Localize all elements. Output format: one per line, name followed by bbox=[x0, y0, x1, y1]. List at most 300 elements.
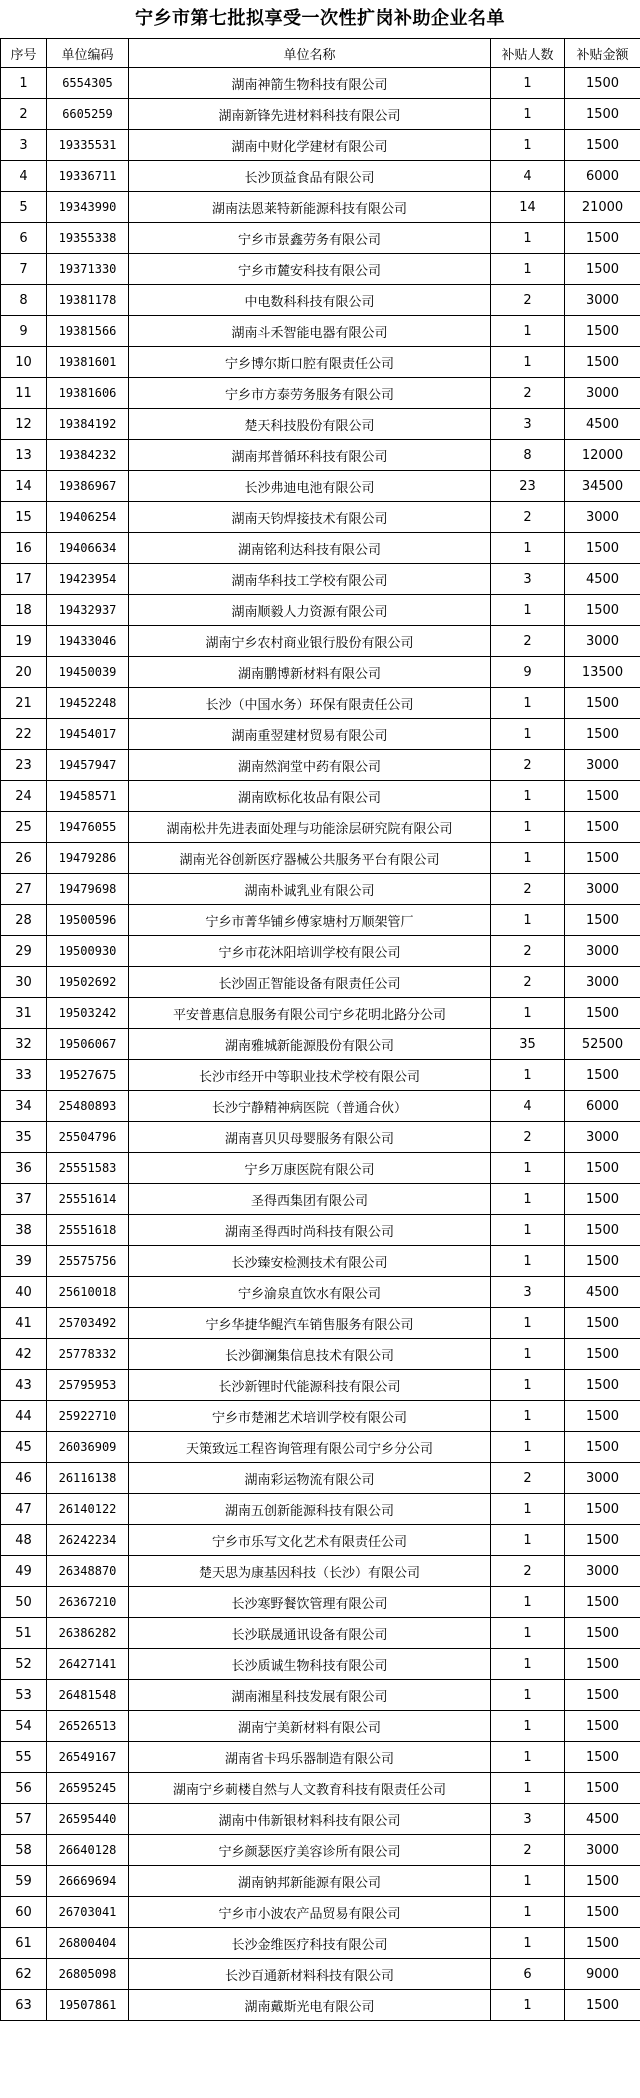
cell-subsidy-amount: 4500 bbox=[565, 564, 640, 595]
cell-unit-name: 宁乡市楚湘艺术培训学校有限公司 bbox=[129, 1401, 491, 1432]
cell-unit-code: 19507861 bbox=[47, 1990, 129, 2021]
cell-unit-code: 25504796 bbox=[47, 1122, 129, 1153]
cell-subsidy-amount: 9000 bbox=[565, 1959, 640, 1990]
table-row bbox=[1, 347, 640, 378]
table-row bbox=[1, 1308, 640, 1339]
cell-subsidy-count: 1 bbox=[491, 1773, 565, 1804]
cell-subsidy-amount: 1500 bbox=[565, 1680, 640, 1711]
cell-index: 38 bbox=[1, 1215, 47, 1246]
table-row bbox=[1, 905, 640, 936]
cell-index: 11 bbox=[1, 378, 47, 409]
cell-subsidy-count: 1 bbox=[491, 130, 565, 161]
cell-unit-code: 19355338 bbox=[47, 223, 129, 254]
cell-unit-name: 湖南喜贝贝母婴服务有限公司 bbox=[129, 1122, 491, 1153]
cell-unit-name: 湖南法恩莱特新能源科技有限公司 bbox=[129, 192, 491, 223]
cell-index: 10 bbox=[1, 347, 47, 378]
cell-subsidy-amount: 1500 bbox=[565, 1432, 640, 1463]
cell-subsidy-amount: 1500 bbox=[565, 812, 640, 843]
cell-subsidy-amount: 3000 bbox=[565, 750, 640, 781]
cell-subsidy-amount: 1500 bbox=[565, 595, 640, 626]
cell-unit-code: 26367210 bbox=[47, 1587, 129, 1618]
cell-subsidy-count: 2 bbox=[491, 378, 565, 409]
cell-subsidy-amount: 1500 bbox=[565, 1339, 640, 1370]
cell-subsidy-amount: 3000 bbox=[565, 1122, 640, 1153]
cell-subsidy-count: 1 bbox=[491, 905, 565, 936]
cell-subsidy-count: 1 bbox=[491, 1897, 565, 1928]
cell-unit-code: 25480893 bbox=[47, 1091, 129, 1122]
cell-unit-name: 湖南然润堂中药有限公司 bbox=[129, 750, 491, 781]
cell-unit-code: 19479286 bbox=[47, 843, 129, 874]
cell-subsidy-amount: 1500 bbox=[565, 1773, 640, 1804]
cell-index: 63 bbox=[1, 1990, 47, 2021]
cell-subsidy-count: 1 bbox=[491, 1928, 565, 1959]
header-index: 序号 bbox=[1, 39, 47, 68]
cell-unit-name: 长沙御澜集信息技术有限公司 bbox=[129, 1339, 491, 1370]
cell-unit-code: 26348870 bbox=[47, 1556, 129, 1587]
cell-unit-code: 26549167 bbox=[47, 1742, 129, 1773]
table-row bbox=[1, 533, 640, 564]
cell-subsidy-count: 1 bbox=[491, 1742, 565, 1773]
cell-subsidy-count: 1 bbox=[491, 1339, 565, 1370]
cell-unit-code: 25575756 bbox=[47, 1246, 129, 1277]
cell-subsidy-count: 1 bbox=[491, 1370, 565, 1401]
cell-unit-code: 26640128 bbox=[47, 1835, 129, 1866]
cell-subsidy-count: 2 bbox=[491, 967, 565, 998]
table-row bbox=[1, 1091, 640, 1122]
cell-subsidy-count: 1 bbox=[491, 1432, 565, 1463]
cell-unit-name: 湖南彩运物流有限公司 bbox=[129, 1463, 491, 1494]
cell-unit-code: 26595440 bbox=[47, 1804, 129, 1835]
table-row bbox=[1, 781, 640, 812]
cell-unit-code: 19381601 bbox=[47, 347, 129, 378]
cell-subsidy-amount: 1500 bbox=[565, 223, 640, 254]
cell-subsidy-count: 1 bbox=[491, 68, 565, 99]
cell-subsidy-count: 2 bbox=[491, 626, 565, 657]
table-row bbox=[1, 1277, 640, 1308]
cell-unit-code: 19503242 bbox=[47, 998, 129, 1029]
cell-subsidy-amount: 3000 bbox=[565, 378, 640, 409]
cell-unit-name: 湖南戴斯光电有限公司 bbox=[129, 1990, 491, 2021]
cell-subsidy-count: 1 bbox=[491, 781, 565, 812]
table-row bbox=[1, 1153, 640, 1184]
cell-subsidy-amount: 1500 bbox=[565, 1866, 640, 1897]
cell-index: 62 bbox=[1, 1959, 47, 1990]
cell-unit-code: 19406634 bbox=[47, 533, 129, 564]
cell-subsidy-count: 2 bbox=[491, 750, 565, 781]
cell-unit-code: 26427141 bbox=[47, 1649, 129, 1680]
cell-index: 12 bbox=[1, 409, 47, 440]
cell-index: 40 bbox=[1, 1277, 47, 1308]
cell-index: 37 bbox=[1, 1184, 47, 1215]
table-row bbox=[1, 192, 640, 223]
cell-subsidy-count: 1 bbox=[491, 347, 565, 378]
table-row bbox=[1, 1990, 640, 2021]
cell-index: 21 bbox=[1, 688, 47, 719]
cell-subsidy-amount: 13500 bbox=[565, 657, 640, 688]
cell-subsidy-count: 8 bbox=[491, 440, 565, 471]
cell-unit-code: 19450039 bbox=[47, 657, 129, 688]
cell-subsidy-amount: 1500 bbox=[565, 533, 640, 564]
cell-unit-name: 宁乡市麓安科技有限公司 bbox=[129, 254, 491, 285]
table-row bbox=[1, 1804, 640, 1835]
cell-unit-name: 宁乡博尔斯口腔有限责任公司 bbox=[129, 347, 491, 378]
cell-index: 15 bbox=[1, 502, 47, 533]
cell-unit-code: 19335531 bbox=[47, 130, 129, 161]
cell-subsidy-count: 9 bbox=[491, 657, 565, 688]
cell-index: 22 bbox=[1, 719, 47, 750]
cell-subsidy-amount: 3000 bbox=[565, 1463, 640, 1494]
cell-unit-name: 湖南中伟新银材料科技有限公司 bbox=[129, 1804, 491, 1835]
cell-subsidy-count: 1 bbox=[491, 688, 565, 719]
cell-unit-code: 26526513 bbox=[47, 1711, 129, 1742]
table-row bbox=[1, 378, 640, 409]
cell-unit-code: 25610018 bbox=[47, 1277, 129, 1308]
table-row bbox=[1, 316, 640, 347]
table-row bbox=[1, 936, 640, 967]
cell-unit-code: 19432937 bbox=[47, 595, 129, 626]
cell-unit-code: 26242234 bbox=[47, 1525, 129, 1556]
cell-index: 36 bbox=[1, 1153, 47, 1184]
cell-unit-name: 湖南圣得西时尚科技有限公司 bbox=[129, 1215, 491, 1246]
table-row bbox=[1, 1463, 640, 1494]
table-row bbox=[1, 1215, 640, 1246]
cell-unit-code: 25551614 bbox=[47, 1184, 129, 1215]
cell-unit-name: 湖南中财化学建材有限公司 bbox=[129, 130, 491, 161]
cell-unit-code: 19371330 bbox=[47, 254, 129, 285]
cell-index: 4 bbox=[1, 161, 47, 192]
cell-unit-code: 26669694 bbox=[47, 1866, 129, 1897]
cell-index: 35 bbox=[1, 1122, 47, 1153]
cell-unit-name: 湖南湘星科技发展有限公司 bbox=[129, 1680, 491, 1711]
cell-unit-name: 宁乡万康医院有限公司 bbox=[129, 1153, 491, 1184]
cell-unit-name: 长沙固正智能设备有限责任公司 bbox=[129, 967, 491, 998]
table-row bbox=[1, 68, 640, 99]
cell-unit-name: 湖南雅城新能源股份有限公司 bbox=[129, 1029, 491, 1060]
table-row bbox=[1, 564, 640, 595]
cell-index: 34 bbox=[1, 1091, 47, 1122]
cell-unit-name: 湖南宁乡莿楼自然与人文教育科技有限责任公司 bbox=[129, 1773, 491, 1804]
cell-subsidy-amount: 1500 bbox=[565, 1308, 640, 1339]
cell-index: 39 bbox=[1, 1246, 47, 1277]
cell-unit-name: 天策致远工程咨询管理有限公司宁乡分公司 bbox=[129, 1432, 491, 1463]
cell-index: 47 bbox=[1, 1494, 47, 1525]
cell-subsidy-amount: 1500 bbox=[565, 1742, 640, 1773]
cell-unit-name: 楚天思为康基因科技（长沙）有限公司 bbox=[129, 1556, 491, 1587]
table-row bbox=[1, 688, 640, 719]
table-row bbox=[1, 99, 640, 130]
cell-index: 14 bbox=[1, 471, 47, 502]
cell-index: 56 bbox=[1, 1773, 47, 1804]
cell-index: 1 bbox=[1, 68, 47, 99]
table-row bbox=[1, 1184, 640, 1215]
cell-subsidy-amount: 1500 bbox=[565, 1928, 640, 1959]
cell-index: 50 bbox=[1, 1587, 47, 1618]
cell-subsidy-count: 14 bbox=[491, 192, 565, 223]
cell-subsidy-amount: 21000 bbox=[565, 192, 640, 223]
cell-subsidy-count: 4 bbox=[491, 161, 565, 192]
cell-unit-code: 19479698 bbox=[47, 874, 129, 905]
table-row bbox=[1, 1649, 640, 1680]
cell-subsidy-count: 1 bbox=[491, 1494, 565, 1525]
cell-subsidy-amount: 1500 bbox=[565, 905, 640, 936]
cell-index: 43 bbox=[1, 1370, 47, 1401]
table-row bbox=[1, 161, 640, 192]
cell-subsidy-amount: 1500 bbox=[565, 1711, 640, 1742]
table-row bbox=[1, 1773, 640, 1804]
cell-unit-name: 湖南新锋先进材料科技有限公司 bbox=[129, 99, 491, 130]
table-row bbox=[1, 471, 640, 502]
table-row bbox=[1, 1029, 640, 1060]
table-row bbox=[1, 223, 640, 254]
table-row bbox=[1, 1866, 640, 1897]
cell-unit-code: 19500596 bbox=[47, 905, 129, 936]
cell-unit-name: 湖南神箭生物科技有限公司 bbox=[129, 68, 491, 99]
cell-unit-code: 19454017 bbox=[47, 719, 129, 750]
cell-index: 25 bbox=[1, 812, 47, 843]
table-row bbox=[1, 626, 640, 657]
cell-unit-code: 19500930 bbox=[47, 936, 129, 967]
table-row bbox=[1, 1525, 640, 1556]
cell-subsidy-count: 6 bbox=[491, 1959, 565, 1990]
cell-subsidy-count: 2 bbox=[491, 1556, 565, 1587]
cell-subsidy-amount: 1500 bbox=[565, 1215, 640, 1246]
cell-index: 31 bbox=[1, 998, 47, 1029]
cell-subsidy-amount: 1500 bbox=[565, 99, 640, 130]
table-row bbox=[1, 843, 640, 874]
cell-unit-code: 19381606 bbox=[47, 378, 129, 409]
cell-index: 2 bbox=[1, 99, 47, 130]
table-row bbox=[1, 657, 640, 688]
cell-unit-name: 长沙百通新材料科技有限公司 bbox=[129, 1959, 491, 1990]
cell-unit-code: 19502692 bbox=[47, 967, 129, 998]
cell-unit-code: 19381178 bbox=[47, 285, 129, 316]
cell-subsidy-amount: 1500 bbox=[565, 1370, 640, 1401]
table-row bbox=[1, 440, 640, 471]
cell-subsidy-count: 1 bbox=[491, 843, 565, 874]
cell-unit-name: 宁乡渝泉直饮水有限公司 bbox=[129, 1277, 491, 1308]
table-row bbox=[1, 1711, 640, 1742]
cell-unit-code: 26140122 bbox=[47, 1494, 129, 1525]
cell-subsidy-amount: 1500 bbox=[565, 1618, 640, 1649]
table-row bbox=[1, 254, 640, 285]
cell-index: 27 bbox=[1, 874, 47, 905]
cell-subsidy-amount: 3000 bbox=[565, 1835, 640, 1866]
cell-unit-code: 19336711 bbox=[47, 161, 129, 192]
cell-subsidy-amount: 1500 bbox=[565, 1153, 640, 1184]
table-row bbox=[1, 967, 640, 998]
cell-index: 19 bbox=[1, 626, 47, 657]
cell-unit-name: 长沙金维医疗科技有限公司 bbox=[129, 1928, 491, 1959]
table-row bbox=[1, 874, 640, 905]
cell-unit-code: 19476055 bbox=[47, 812, 129, 843]
cell-index: 9 bbox=[1, 316, 47, 347]
table-row bbox=[1, 998, 640, 1029]
cell-subsidy-count: 1 bbox=[491, 812, 565, 843]
table-row bbox=[1, 1246, 640, 1277]
cell-subsidy-amount: 1500 bbox=[565, 688, 640, 719]
table-row bbox=[1, 1618, 640, 1649]
cell-index: 46 bbox=[1, 1463, 47, 1494]
cell-unit-name: 宁乡市花沐阳培训学校有限公司 bbox=[129, 936, 491, 967]
cell-unit-name: 湖南天钧焊接技术有限公司 bbox=[129, 502, 491, 533]
table-row bbox=[1, 1587, 640, 1618]
cell-unit-code: 6554305 bbox=[47, 68, 129, 99]
cell-subsidy-count: 1 bbox=[491, 719, 565, 750]
cell-unit-code: 19381566 bbox=[47, 316, 129, 347]
cell-unit-name: 长沙寒野餐饮管理有限公司 bbox=[129, 1587, 491, 1618]
cell-index: 17 bbox=[1, 564, 47, 595]
cell-subsidy-count: 1 bbox=[491, 1711, 565, 1742]
cell-unit-name: 湖南宁乡农村商业银行股份有限公司 bbox=[129, 626, 491, 657]
cell-subsidy-amount: 1500 bbox=[565, 1246, 640, 1277]
cell-unit-name: 湖南重翌建材贸易有限公司 bbox=[129, 719, 491, 750]
cell-unit-name: 中电数科科技有限公司 bbox=[129, 285, 491, 316]
cell-subsidy-count: 2 bbox=[491, 1122, 565, 1153]
cell-index: 55 bbox=[1, 1742, 47, 1773]
cell-unit-code: 6605259 bbox=[47, 99, 129, 130]
cell-subsidy-count: 1 bbox=[491, 99, 565, 130]
cell-unit-name: 宁乡华捷华鲲汽车销售服务有限公司 bbox=[129, 1308, 491, 1339]
cell-subsidy-amount: 1500 bbox=[565, 843, 640, 874]
cell-unit-name: 湖南铭利达科技有限公司 bbox=[129, 533, 491, 564]
cell-index: 28 bbox=[1, 905, 47, 936]
cell-unit-name: 湖南省卡玛乐器制造有限公司 bbox=[129, 1742, 491, 1773]
cell-subsidy-amount: 4500 bbox=[565, 409, 640, 440]
cell-index: 57 bbox=[1, 1804, 47, 1835]
cell-subsidy-count: 1 bbox=[491, 1525, 565, 1556]
cell-unit-name: 湖南鹏博新材料有限公司 bbox=[129, 657, 491, 688]
cell-unit-code: 25551583 bbox=[47, 1153, 129, 1184]
cell-index: 44 bbox=[1, 1401, 47, 1432]
cell-index: 49 bbox=[1, 1556, 47, 1587]
header-unit-name: 单位名称 bbox=[129, 39, 491, 68]
cell-subsidy-amount: 1500 bbox=[565, 1897, 640, 1928]
table-row bbox=[1, 1060, 640, 1091]
cell-subsidy-count: 3 bbox=[491, 409, 565, 440]
cell-unit-name: 宁乡颜瑟医疗美容诊所有限公司 bbox=[129, 1835, 491, 1866]
cell-unit-name: 宁乡市小波农产品贸易有限公司 bbox=[129, 1897, 491, 1928]
table-row bbox=[1, 285, 640, 316]
table-row bbox=[1, 1742, 640, 1773]
cell-index: 45 bbox=[1, 1432, 47, 1463]
cell-unit-name: 湖南斗禾智能电器有限公司 bbox=[129, 316, 491, 347]
cell-subsidy-count: 1 bbox=[491, 1060, 565, 1091]
cell-subsidy-amount: 3000 bbox=[565, 874, 640, 905]
cell-unit-code: 25922710 bbox=[47, 1401, 129, 1432]
cell-unit-code: 19384232 bbox=[47, 440, 129, 471]
cell-subsidy-count: 4 bbox=[491, 1091, 565, 1122]
cell-subsidy-amount: 1500 bbox=[565, 1525, 640, 1556]
cell-unit-code: 26481548 bbox=[47, 1680, 129, 1711]
cell-index: 61 bbox=[1, 1928, 47, 1959]
cell-subsidy-amount: 1500 bbox=[565, 1184, 640, 1215]
table-row bbox=[1, 595, 640, 626]
cell-subsidy-count: 1 bbox=[491, 1308, 565, 1339]
cell-unit-name: 湖南钠邦新能源有限公司 bbox=[129, 1866, 491, 1897]
cell-subsidy-count: 1 bbox=[491, 223, 565, 254]
cell-unit-code: 19386967 bbox=[47, 471, 129, 502]
cell-subsidy-count: 1 bbox=[491, 1587, 565, 1618]
cell-subsidy-count: 1 bbox=[491, 1990, 565, 2021]
cell-subsidy-count: 3 bbox=[491, 564, 565, 595]
cell-subsidy-count: 1 bbox=[491, 1246, 565, 1277]
cell-subsidy-amount: 1500 bbox=[565, 719, 640, 750]
cell-subsidy-count: 1 bbox=[491, 1215, 565, 1246]
cell-index: 52 bbox=[1, 1649, 47, 1680]
cell-unit-code: 19423954 bbox=[47, 564, 129, 595]
cell-unit-code: 19384192 bbox=[47, 409, 129, 440]
cell-index: 7 bbox=[1, 254, 47, 285]
cell-index: 23 bbox=[1, 750, 47, 781]
header-subsidy-amount: 补贴金额 bbox=[565, 39, 640, 68]
table-row bbox=[1, 1556, 640, 1587]
cell-subsidy-count: 1 bbox=[491, 998, 565, 1029]
table-row bbox=[1, 1835, 640, 1866]
cell-subsidy-count: 1 bbox=[491, 1184, 565, 1215]
subsidy-table bbox=[0, 38, 640, 2021]
cell-subsidy-amount: 4500 bbox=[565, 1804, 640, 1835]
table-row bbox=[1, 1432, 640, 1463]
cell-unit-code: 19406254 bbox=[47, 502, 129, 533]
cell-unit-code: 26116138 bbox=[47, 1463, 129, 1494]
cell-subsidy-amount: 1500 bbox=[565, 1587, 640, 1618]
cell-subsidy-amount: 3000 bbox=[565, 502, 640, 533]
cell-unit-code: 19452248 bbox=[47, 688, 129, 719]
cell-unit-code: 26036909 bbox=[47, 1432, 129, 1463]
cell-subsidy-amount: 1500 bbox=[565, 1060, 640, 1091]
cell-subsidy-amount: 3000 bbox=[565, 967, 640, 998]
table-header-row bbox=[1, 39, 640, 68]
cell-unit-code: 26800404 bbox=[47, 1928, 129, 1959]
cell-unit-name: 湖南邦普循环科技有限公司 bbox=[129, 440, 491, 471]
cell-subsidy-amount: 1500 bbox=[565, 1494, 640, 1525]
cell-unit-code: 26805098 bbox=[47, 1959, 129, 1990]
cell-unit-name: 长沙臻安检测技术有限公司 bbox=[129, 1246, 491, 1277]
cell-unit-name: 湖南朴诚乳业有限公司 bbox=[129, 874, 491, 905]
table-row bbox=[1, 1897, 640, 1928]
cell-index: 26 bbox=[1, 843, 47, 874]
cell-unit-name: 长沙新锂时代能源科技有限公司 bbox=[129, 1370, 491, 1401]
cell-index: 54 bbox=[1, 1711, 47, 1742]
header-unit-code: 单位编码 bbox=[47, 39, 129, 68]
cell-unit-code: 25703492 bbox=[47, 1308, 129, 1339]
cell-unit-name: 湖南欧标化妆品有限公司 bbox=[129, 781, 491, 812]
cell-subsidy-amount: 1500 bbox=[565, 316, 640, 347]
cell-subsidy-count: 1 bbox=[491, 1649, 565, 1680]
cell-unit-code: 19506067 bbox=[47, 1029, 129, 1060]
cell-subsidy-amount: 1500 bbox=[565, 130, 640, 161]
table-row bbox=[1, 130, 640, 161]
cell-unit-name: 宁乡市景鑫劳务有限公司 bbox=[129, 223, 491, 254]
cell-subsidy-amount: 6000 bbox=[565, 161, 640, 192]
cell-unit-code: 25778332 bbox=[47, 1339, 129, 1370]
cell-subsidy-amount: 3000 bbox=[565, 1556, 640, 1587]
cell-index: 13 bbox=[1, 440, 47, 471]
cell-index: 53 bbox=[1, 1680, 47, 1711]
cell-unit-name: 湖南宁美新材料有限公司 bbox=[129, 1711, 491, 1742]
cell-subsidy-amount: 6000 bbox=[565, 1091, 640, 1122]
cell-unit-name: 宁乡市方泰劳务服务有限公司 bbox=[129, 378, 491, 409]
table-row bbox=[1, 502, 640, 533]
cell-index: 42 bbox=[1, 1339, 47, 1370]
cell-subsidy-count: 3 bbox=[491, 1277, 565, 1308]
cell-unit-name: 湖南光谷创新医疗器械公共服务平台有限公司 bbox=[129, 843, 491, 874]
table-row bbox=[1, 1494, 640, 1525]
cell-subsidy-amount: 1500 bbox=[565, 1401, 640, 1432]
cell-unit-code: 25551618 bbox=[47, 1215, 129, 1246]
cell-subsidy-amount: 1500 bbox=[565, 1990, 640, 2021]
cell-unit-name: 湖南松井先进表面处理与功能涂层研究院有限公司 bbox=[129, 812, 491, 843]
